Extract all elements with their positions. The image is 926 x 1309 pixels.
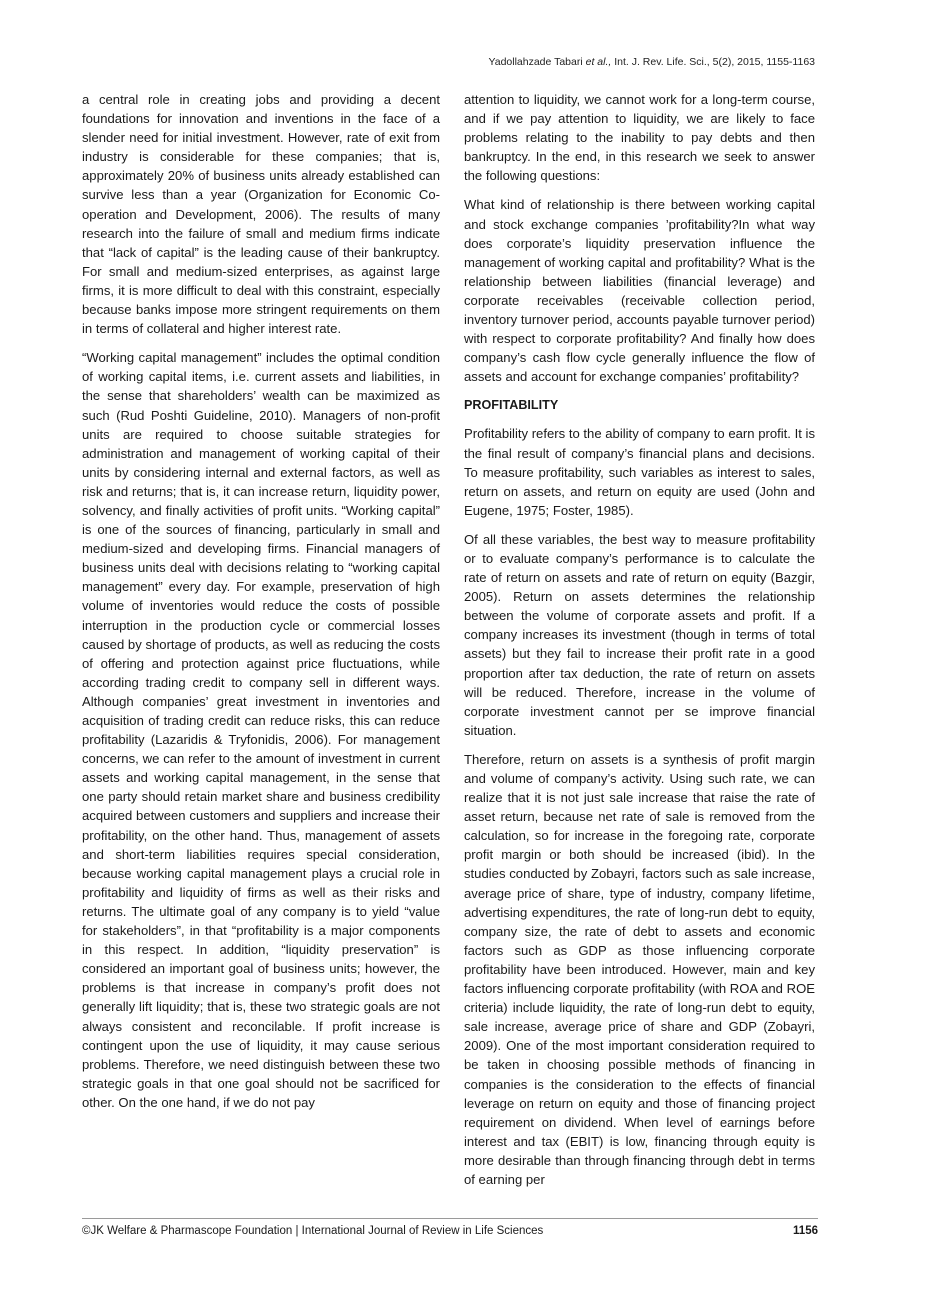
header-authors: Yadollahzade Tabari (488, 56, 583, 68)
paragraph: Profitability refers to the ability of company to earn profit. It is the final result of company’s financial plans and decisions. To measure profitability, such variables as interest to sales, return on assets, and return on equity are used (John and Eugene, 1975; Foster, 1985). (464, 426, 815, 518)
footer-divider (82, 1218, 818, 1219)
paragraph: attention to liquidity, we cannot work for a long-term course, and if we pay attention to liquidity, we are likely to face problems relating to the inability to pay debts and then bankruptcy. In the end, in this research we seek to answer the following questions: (464, 92, 815, 184)
paragraph: Of all these variables, the best way to measure profitability or to evaluate company’s performance is to calculate the rate of return on assets and rate of return on equity (Bazgir, 2005). Return on assets determines the relationship between the volume of corporate assets and profit. If a company increases its investment (though in terms of total assets) but they fail to increase their profit rate in a good proportion after tax deduction, the rate of return on assets will be reduced. Therefore, increase in the volume of corporate investment cannot per se improve financial situation. (464, 531, 815, 738)
header-citation: Int. J. Rev. Life. Sci., 5(2), 2015, 1155-1163 (614, 56, 815, 68)
paragraph: a central role in creating jobs and providing a decent foundations for innovation and inventions in the face of a slender need for initial investment. However, rate of exit from industry is considerable for these companies; that is, approximately 20% of business units already established can survive less than a year (Organization for Economic Co-operation and Development, 2006). The results of many research into the failure of small and medium firms indicate that “lack of capital” is the leading cause of their bankruptcy. For small and medium-sized enterprises, as against large firms, it is more difficult to deal with this constraint, especially because banks impose more stringent requirements on them in terms of collateral and higher interest rate. (82, 92, 440, 337)
header-etal: et al., (585, 56, 612, 68)
paragraph: Therefore, return on assets is a synthesis of profit margin and volume of company’s activity. Using such rate, we can realize that it is not just sale increase that raise the rate of asset return, because net rate of sale is removed from the calculation, so for increase in the foregoing rate, corporate profit margin or both should be increased (ibid). In the studies conducted by Zobayri, factors such as sale increase, average price of share, type of industry, company lifetime, advertising expenditures, the rate of long-run debt to equity, company size, the rate of debt to assets and economic factors such as GDP as those influencing corporate profitability have been introduced. However, main and key factors influencing corporate profitability (with ROA and ROE criteria) include liquidity, the rate of long-run debt to equity, sale increase, average price of share and GDP (Zobayri, 2009). One of the most important consideration required to be taken in choosing possible methods of financing in companies is the consideration to the effects of financial leverage on return on equity and those of financing project requirement on dividend. When level of earnings before interest and tax (EBIT) is low, financing through equity is more desirable than through financing through debt in terms of earning per (464, 751, 815, 1187)
running-header (489, 56, 816, 68)
paragraph: “Working capital management” includes the optimal condition of working capital items, i.e. current assets and liabilities, in the sense that shareholders’ wealth can be maximized as such (Rud Poshti Guideline, 2010). Managers of non-profit units are required to choose suitable strategies for administration and management of working capital of their units by considering internal and external factors, as well as risk and returns; that is, it can increase return, liquidity power, solvency, and finally activities of profit units. “Working capital” is one of the sources of financing, particularly in small and medium-sized and developing firms. Financial managers of business units deal with decisions relating to “working capital management” every day. For example, preservation of high volume of inventories would reduce the costs of possible interruption in the production cycle or commercial losses caused by shortage of products, as well as reducing the costs of offering and protection against price fluctuations, while according trading credit to company sell in different ways. Although companies’ great investment in inventories and acquisition of trading credit can reduce risks, this can reduce profitability (Lazaridis & Tryfonidis, 2006). For management concerns, we can refer to the amount of investment in current assets and working capital management, in the sense that one party should retain market share and business credibility acquired between customers and suppliers and increase their profitability, on the other hand. Thus, management of assets and short-term liabilities requires special consideration, because working capital management plays a crucial role in profitability and liquidity of firms as well as their risks and returns. The ultimate goal of any company is to yield “value for stakeholders”, in that “profitability is a major components in this respect. In addition, “liquidity preservation” is considered an important goal of business units; however, the problems is that increase in company’s profit does not generally lift liquidity; that is, these two strategic goals are not always consistent and reconcilable. If profit increase is contingent upon the use of liquidity, it may cause serious problems. Therefore, we need distinguish between these two strategic goals in that one goal should not be sacrificed for other. On the one hand, if we do not pay (82, 350, 440, 1110)
right-column (464, 90, 815, 1199)
section-heading: PROFITABILITY (464, 398, 559, 413)
left-column (82, 90, 440, 1122)
page-number: 1156 (793, 1225, 818, 1237)
footer-text: ©JK Welfare & Pharmascope Foundation | International Journal of Review in Life Sciences (82, 1225, 544, 1237)
paragraph: What kind of relationship is there between working capital and stock exchange companies ’profitability?In what way does corporate’s liquidity preservation influence the management of working capital and profitability? What is the relationship between liabilities (financial leverage) and corporate receivables (receivable collection period, inventory turnover period, accounts payable turnover period) with respect to corporate profitability? And finally how does company’s cash flow cycle generally influence the flow of assets and account for exchange companies’ profitability? (464, 197, 815, 385)
